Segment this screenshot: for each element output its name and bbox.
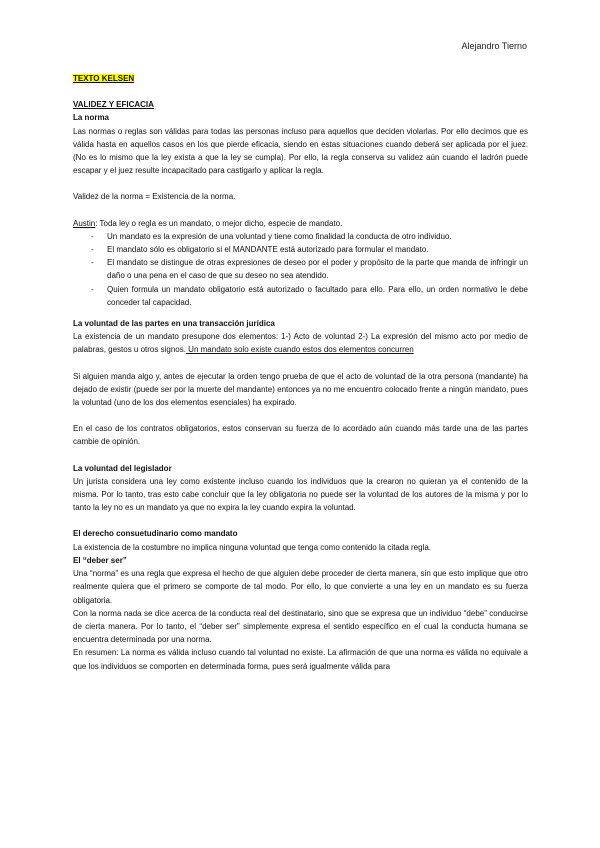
paragraph-voluntad: La existencia de un mandato presupone dos elementos: 1-) Acto de voluntad 2-) La expresión del mismo acto por medio de palabras, gestos u otros signos. Un mandato solo existe cuando estos dos elementos concurren [73, 332, 528, 355]
austin-label: Austin [73, 218, 96, 228]
austin-bullet-list [73, 230, 528, 309]
paragraph-contratos: En el caso de los contratos obligatorios, estos conservan su fuerza de lo acordado aún cuando más tarde una de las partes cambie de opinión. [73, 424, 528, 447]
underlined-conclusion: Un mandato solo existe cuando estos dos elementos concurren [185, 345, 414, 355]
heading-deber-ser: El “deber ser” [73, 555, 127, 565]
document-title: TEXTO KELSEN [73, 74, 135, 83]
heading-voluntad-legislador: La voluntad del legislador [73, 463, 172, 473]
paragraph-norma: Las normas o reglas son válidas para todas las personas incluso para aquellos que deciden violarlas. Por ello decimos que es válida hasta en aquellos casos en los que pierde eficacia, siendo en estas situaciones cuando deberá ser aplicada por el juez. (No es lo mismo que la ley exista a que la ley se cumpla). Por ello, la regla conserva su validez aún cuando el ladrón puede escapar y el juez resulte incapacitado para castigarlo y aplicar la regla. [73, 126, 528, 176]
list-item: - El mandato sólo es obligatorio si el MANDANTE está autorizado para formular el mandato. [91, 245, 429, 255]
paragraph-deber-2: Con la norma nada se dice acerca de la conducta real del destinatario, sino que se expresa que un individuo “debe” conducirse de cierta manera. Por lo tanto, el “deber ser” simplemente expresa el sentido específico en el cual la conducta humana se encuentra determinada por una norma. [73, 608, 528, 645]
list-item: - Quien formula un mandato obligatorio está autorizado o facultado para ello. Para ello, un orden normativo le debe conceder tal capacidad. [91, 284, 528, 307]
heading-consuetudinario: El derecho consuetudinario como mandato [73, 529, 238, 539]
paragraph-deber-1: Una “norma” es una regla que expresa el hecho de que alguien debe proceder de cierta manera, sin que esto implique que otro realmente quiera que el primero se comporte de tal modo. Por ello, lo que convierte a una ley en un mandato es su fuerza obligatoria. [73, 569, 528, 605]
document-body [73, 72, 528, 673]
heading-la-norma: La norma [73, 113, 110, 123]
author-name: Alejandro Tierno [461, 41, 527, 51]
paragraph-austin [73, 217, 528, 230]
list-item: - El mandato se distingue de otras expresiones de deseo por el poder y propósito de la parte que manda de infringir un daño o una pena en el caso de que su deseo no sea atendido. [91, 258, 528, 281]
heading-voluntad-partes: La voluntad de las partes en una transacción jurídica [73, 319, 275, 329]
section-heading-validez: VALIDEZ Y EFICACIA [73, 100, 154, 110]
austin-text: : Toda ley o regla es un mandato, o mejor dicho, especie de mandato. [95, 218, 343, 228]
paragraph-alguien: Si alguien manda algo y, antes de ejecutar la orden tengo prueba de que el acto de voluntad de la otra persona (mandante) ha dejado de existir (puede ser por la muerte del mandante) entonces ya no me encuentro colocado frente a ningún mandato, pues la voluntad (uno de los dos elementos esenciales) ha expirado. [73, 371, 528, 408]
paragraph-validez: Validez de la norma = Existencia de la norma. [73, 192, 236, 202]
paragraph-legislador: Un jurista considera una ley como existente incluso cuando los individuos que la crearon no quieran ya el contenido de la misma. Por lo tanto, tras esto cabe concluir que la ley obligatoria no puede ser la voluntad de los autores de la misma y por lo tanto la ley no es un mandato ya que no expira la ley cuando expira la voluntad. [73, 476, 528, 513]
paragraph-resumen: En resumen: La norma es válida incluso cuando tal voluntad no existe. La afirmación de que una norma es válida no equivale a que los individuos se comporten en determinada forma, pues será igualmente válida para [73, 648, 528, 671]
list-item: - Un mandato es la expresión de una voluntad y tiene como finalidad la conducta de otro individuo. [91, 231, 452, 241]
paragraph-consuetudinario: La existencia de la costumbre no implica ninguna voluntad que tenga como contenido la citada regla. [73, 542, 432, 552]
